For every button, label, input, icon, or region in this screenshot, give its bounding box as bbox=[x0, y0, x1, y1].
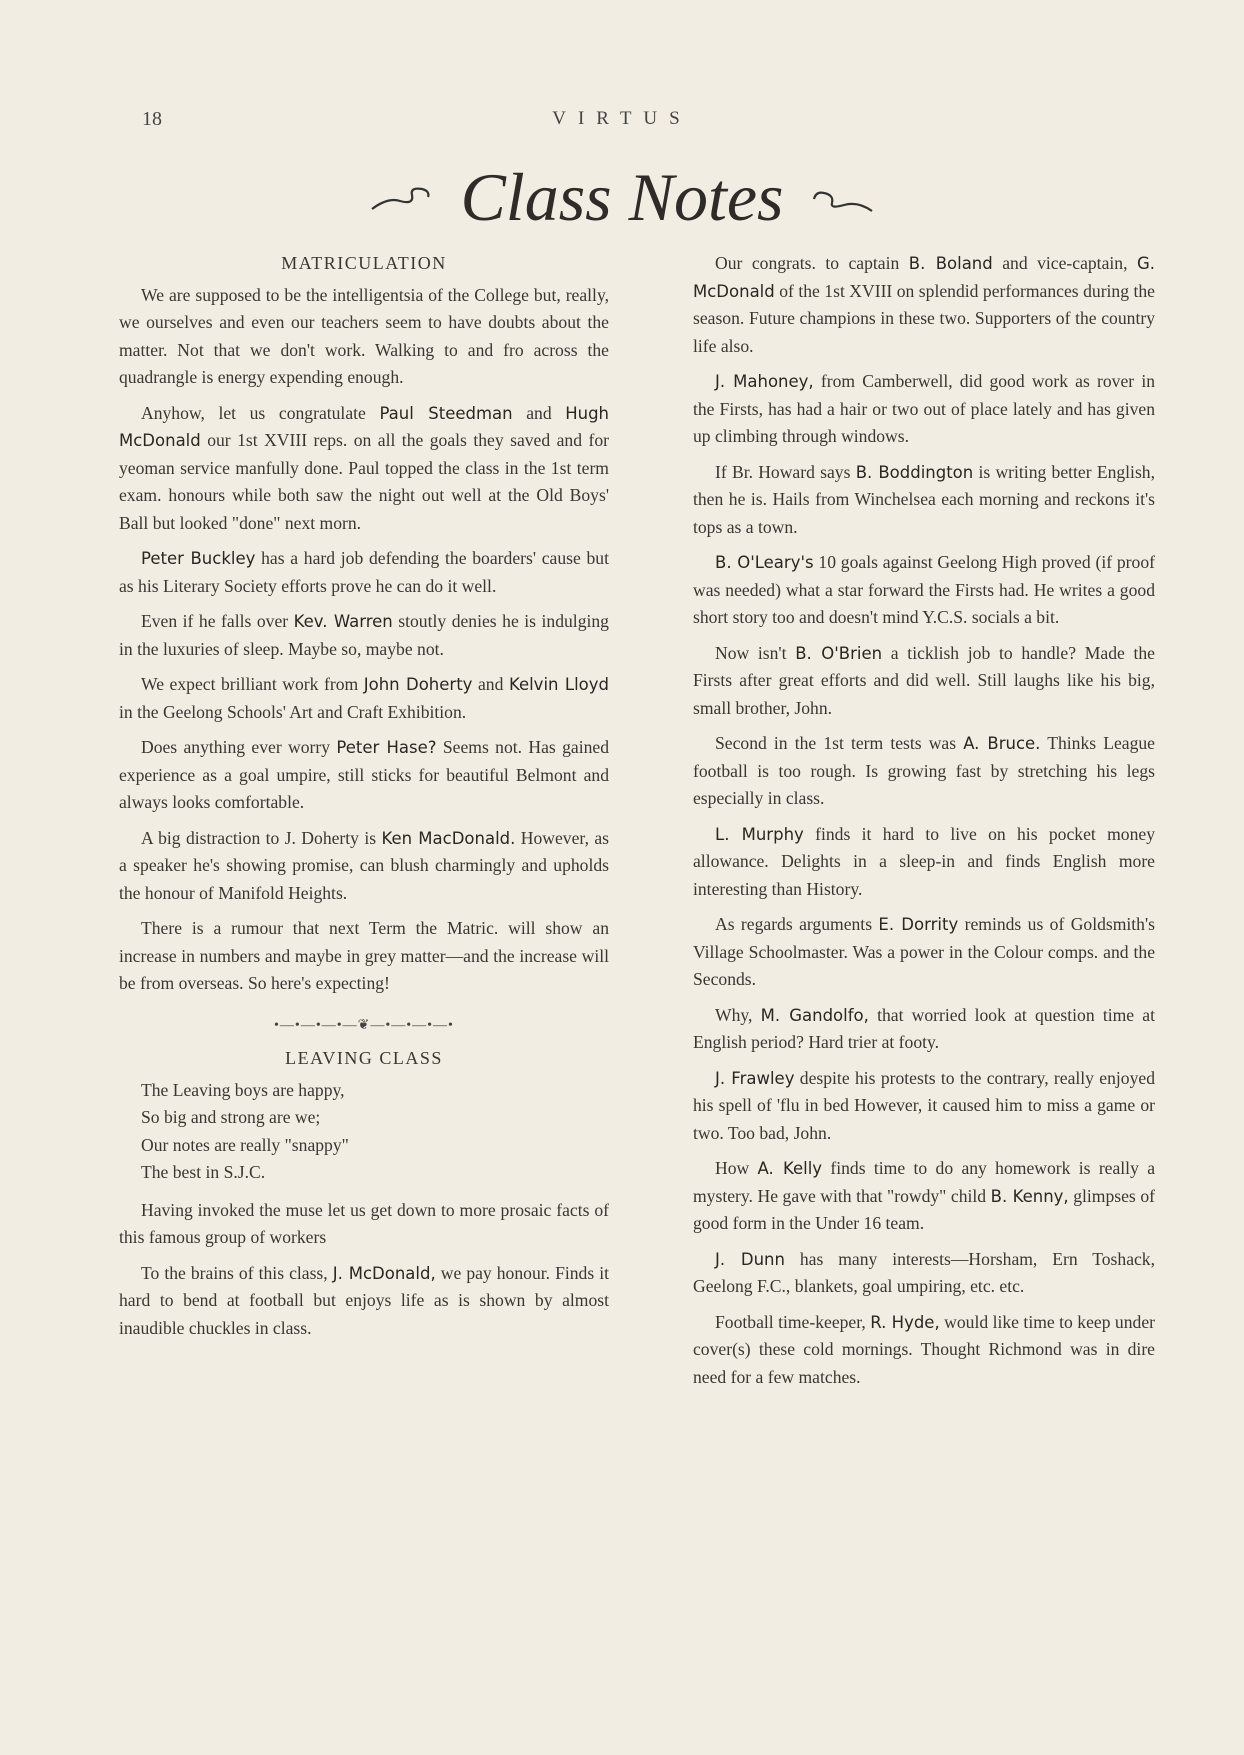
paragraph: We are supposed to be the intelligentsia of the College but, really, we ourselves and even our teachers seem to have doubts about the matter. Not that we don't work. Walking to and fro across the quadrangle is energy expending enough. bbox=[119, 284, 609, 387]
paragraph: How A. Kelly finds time to do any homework is really a mystery. He gave with that "rowdy" child B. Kenny, glimpses of good form in the Under 16 team. bbox=[693, 1158, 1156, 1233]
paragraph: Our congrats. to captain B. Boland and vice-captain, G. McDonald of the 1st XVIII on splendid performances during the season. Future champions in these two. Supporters of the country life also. bbox=[693, 253, 1155, 356]
student-name: A. Bruce. bbox=[963, 734, 1041, 753]
right-column bbox=[693, 250, 1155, 1399]
poem-line: The best in S.J.C. bbox=[141, 1162, 266, 1182]
student-name: A. Kelly bbox=[757, 1159, 823, 1178]
poem-line: So big and strong are we; bbox=[141, 1107, 321, 1127]
paragraph: We expect brilliant work from John Doherty and Kelvin Lloyd in the Geelong Schools' Art and Craft Exhibition. bbox=[119, 674, 609, 722]
student-name: M. Gandolfo, bbox=[760, 1005, 869, 1025]
matriculation-heading: MATRICULATION bbox=[281, 253, 447, 273]
page-title: Class Notes bbox=[460, 159, 784, 235]
paragraph: Does anything ever worry Peter Hase? Seems not. Has gained experience as a goal umpire, still sticks for beautiful Belmont and always looks comfortable. bbox=[119, 737, 609, 812]
right-swash-ornament bbox=[810, 183, 874, 213]
paragraph: Football time-keeper, R. Hyde, would like time to keep under cover(s) these cold mornings. Thought Richmond was in dire need for a few matches. bbox=[693, 1311, 1155, 1387]
student-name: R. Hyde, bbox=[870, 1312, 940, 1332]
leaving-class-heading: LEAVING CLASS bbox=[285, 1048, 443, 1068]
student-name: B. O'Leary's bbox=[715, 553, 814, 572]
student-name: Hugh McDonald bbox=[119, 403, 610, 450]
paragraph: Why, M. Gandolfo, that worried look at question time at English period? Hard trier at footy. bbox=[693, 1004, 1155, 1052]
paragraph: Second in the 1st term tests was A. Bruce. Thinks League football is too rough. Is growing fast by stretching his legs especially in class. bbox=[693, 733, 1155, 808]
poem bbox=[141, 1077, 609, 1187]
student-name: Ken MacDonald. bbox=[381, 828, 516, 848]
section-divider-ornament: •—•—•—•—❦—•—•—•—• bbox=[274, 1017, 454, 1033]
paragraph: B. O'Leary's 10 goals against Geelong High proved (if proof was needed) what a star forward the Firsts had. He writes a good short story too and doesn't mind Y.C.S. socials a bit. bbox=[693, 552, 1155, 627]
student-name: E. Dorrity bbox=[878, 915, 959, 934]
student-name: B. Boddington bbox=[855, 462, 974, 482]
paragraph: Having invoked the muse let us get down to more prosaic facts of this famous group of workers bbox=[119, 1199, 609, 1247]
paragraph: As regards arguments E. Dorrity reminds us of Goldsmith's Village Schoolmaster. Was a power in the Colour comps. and the Seconds. bbox=[693, 914, 1156, 989]
poem-line: Our notes are really "snappy" bbox=[141, 1134, 349, 1155]
student-name: Paul Steedman bbox=[379, 403, 513, 423]
paragraph: There is a rumour that next Term the Matric. will show an increase in numbers and maybe in grey matter—and the increase will be from overseas. So here's expecting! bbox=[119, 918, 609, 993]
student-name: Kev. Warren bbox=[293, 612, 393, 631]
student-name: J. Frawley bbox=[715, 1068, 795, 1088]
paragraph: To the brains of this class, J. McDonald, we pay honour. Finds it hard to bend at football but enjoys life as is shown by almost inaudible chuckles in class. bbox=[119, 1262, 609, 1338]
student-name: J. McDonald, bbox=[332, 1263, 436, 1283]
student-name: B. O'Brien bbox=[795, 643, 883, 663]
paragraph: A big distraction to J. Doherty is Ken MacDonald. However, as a speaker he's showing promise, can blush charmingly and upholds the honour of Manifold Heights. bbox=[119, 827, 609, 903]
paragraph: J. Mahoney, from Camberwell, did good work as rover in the Firsts, has had a hair or two out of place lately and has given up climbing through windows. bbox=[693, 371, 1156, 446]
student-name: L. Murphy bbox=[715, 824, 804, 844]
paragraph: L. Murphy finds it hard to live on his pocket money allowance. Delights in a sleep-in and finds English more interesting than History. bbox=[693, 823, 1155, 899]
left-column bbox=[119, 250, 609, 1350]
page-number: 18 bbox=[142, 108, 162, 130]
paragraph: J. Frawley despite his protests to the contrary, really enjoyed his spell of 'flu in bed However, it caused him to miss a game or two. Too bad, John. bbox=[693, 1067, 1155, 1143]
student-name: Peter Hase? bbox=[336, 738, 437, 757]
student-name: G. McDonald bbox=[693, 254, 1155, 301]
student-name: B. Kenny, bbox=[990, 1186, 1069, 1206]
student-name: J. Mahoney, bbox=[715, 372, 814, 391]
student-name: J. Dunn bbox=[715, 1249, 785, 1269]
paragraph: If Br. Howard says B. Boddington is writing better English, then he is. Hails from Winchelsea each morning and reckons it's tops as a town. bbox=[693, 461, 1155, 537]
running-title: VIRTUS bbox=[552, 108, 692, 129]
student-name: John Doherty bbox=[363, 675, 473, 694]
poem-line: The Leaving boys are happy, bbox=[141, 1079, 345, 1100]
paragraph: Anyhow, let us congratulate Paul Steedman and Hugh McDonald our 1st XVIII reps. on all the goals they saved and for yeoman service manfully done. Paul topped the class in the 1st term exam. honours while both saw the night out well at the Old Boys' Ball but looked "done" next morn. bbox=[119, 402, 610, 533]
student-name: Peter Buckley bbox=[141, 549, 256, 568]
paragraph: Now isn't B. O'Brien a ticklish job to handle? Made the Firsts after great efforts and did well. Still laughs like his big, small brother, John. bbox=[693, 642, 1155, 718]
paragraph: Even if he falls over Kev. Warren stoutly denies he is indulging in the luxuries of sleep. Maybe so, maybe not. bbox=[119, 611, 609, 659]
student-name: B. Boland bbox=[908, 254, 993, 273]
paragraph: Peter Buckley has a hard job defending the boarders' cause but as his Literary Society efforts prove he can do it well. bbox=[119, 548, 609, 596]
left-swash-ornament bbox=[370, 183, 434, 213]
paragraph: J. Dunn has many interests—Horsham, Ern Toshack, Geelong F.C., blankets, goal umpiring, etc. etc. bbox=[693, 1248, 1156, 1296]
student-name: Kelvin Lloyd bbox=[508, 675, 609, 694]
title-block bbox=[0, 158, 1244, 248]
